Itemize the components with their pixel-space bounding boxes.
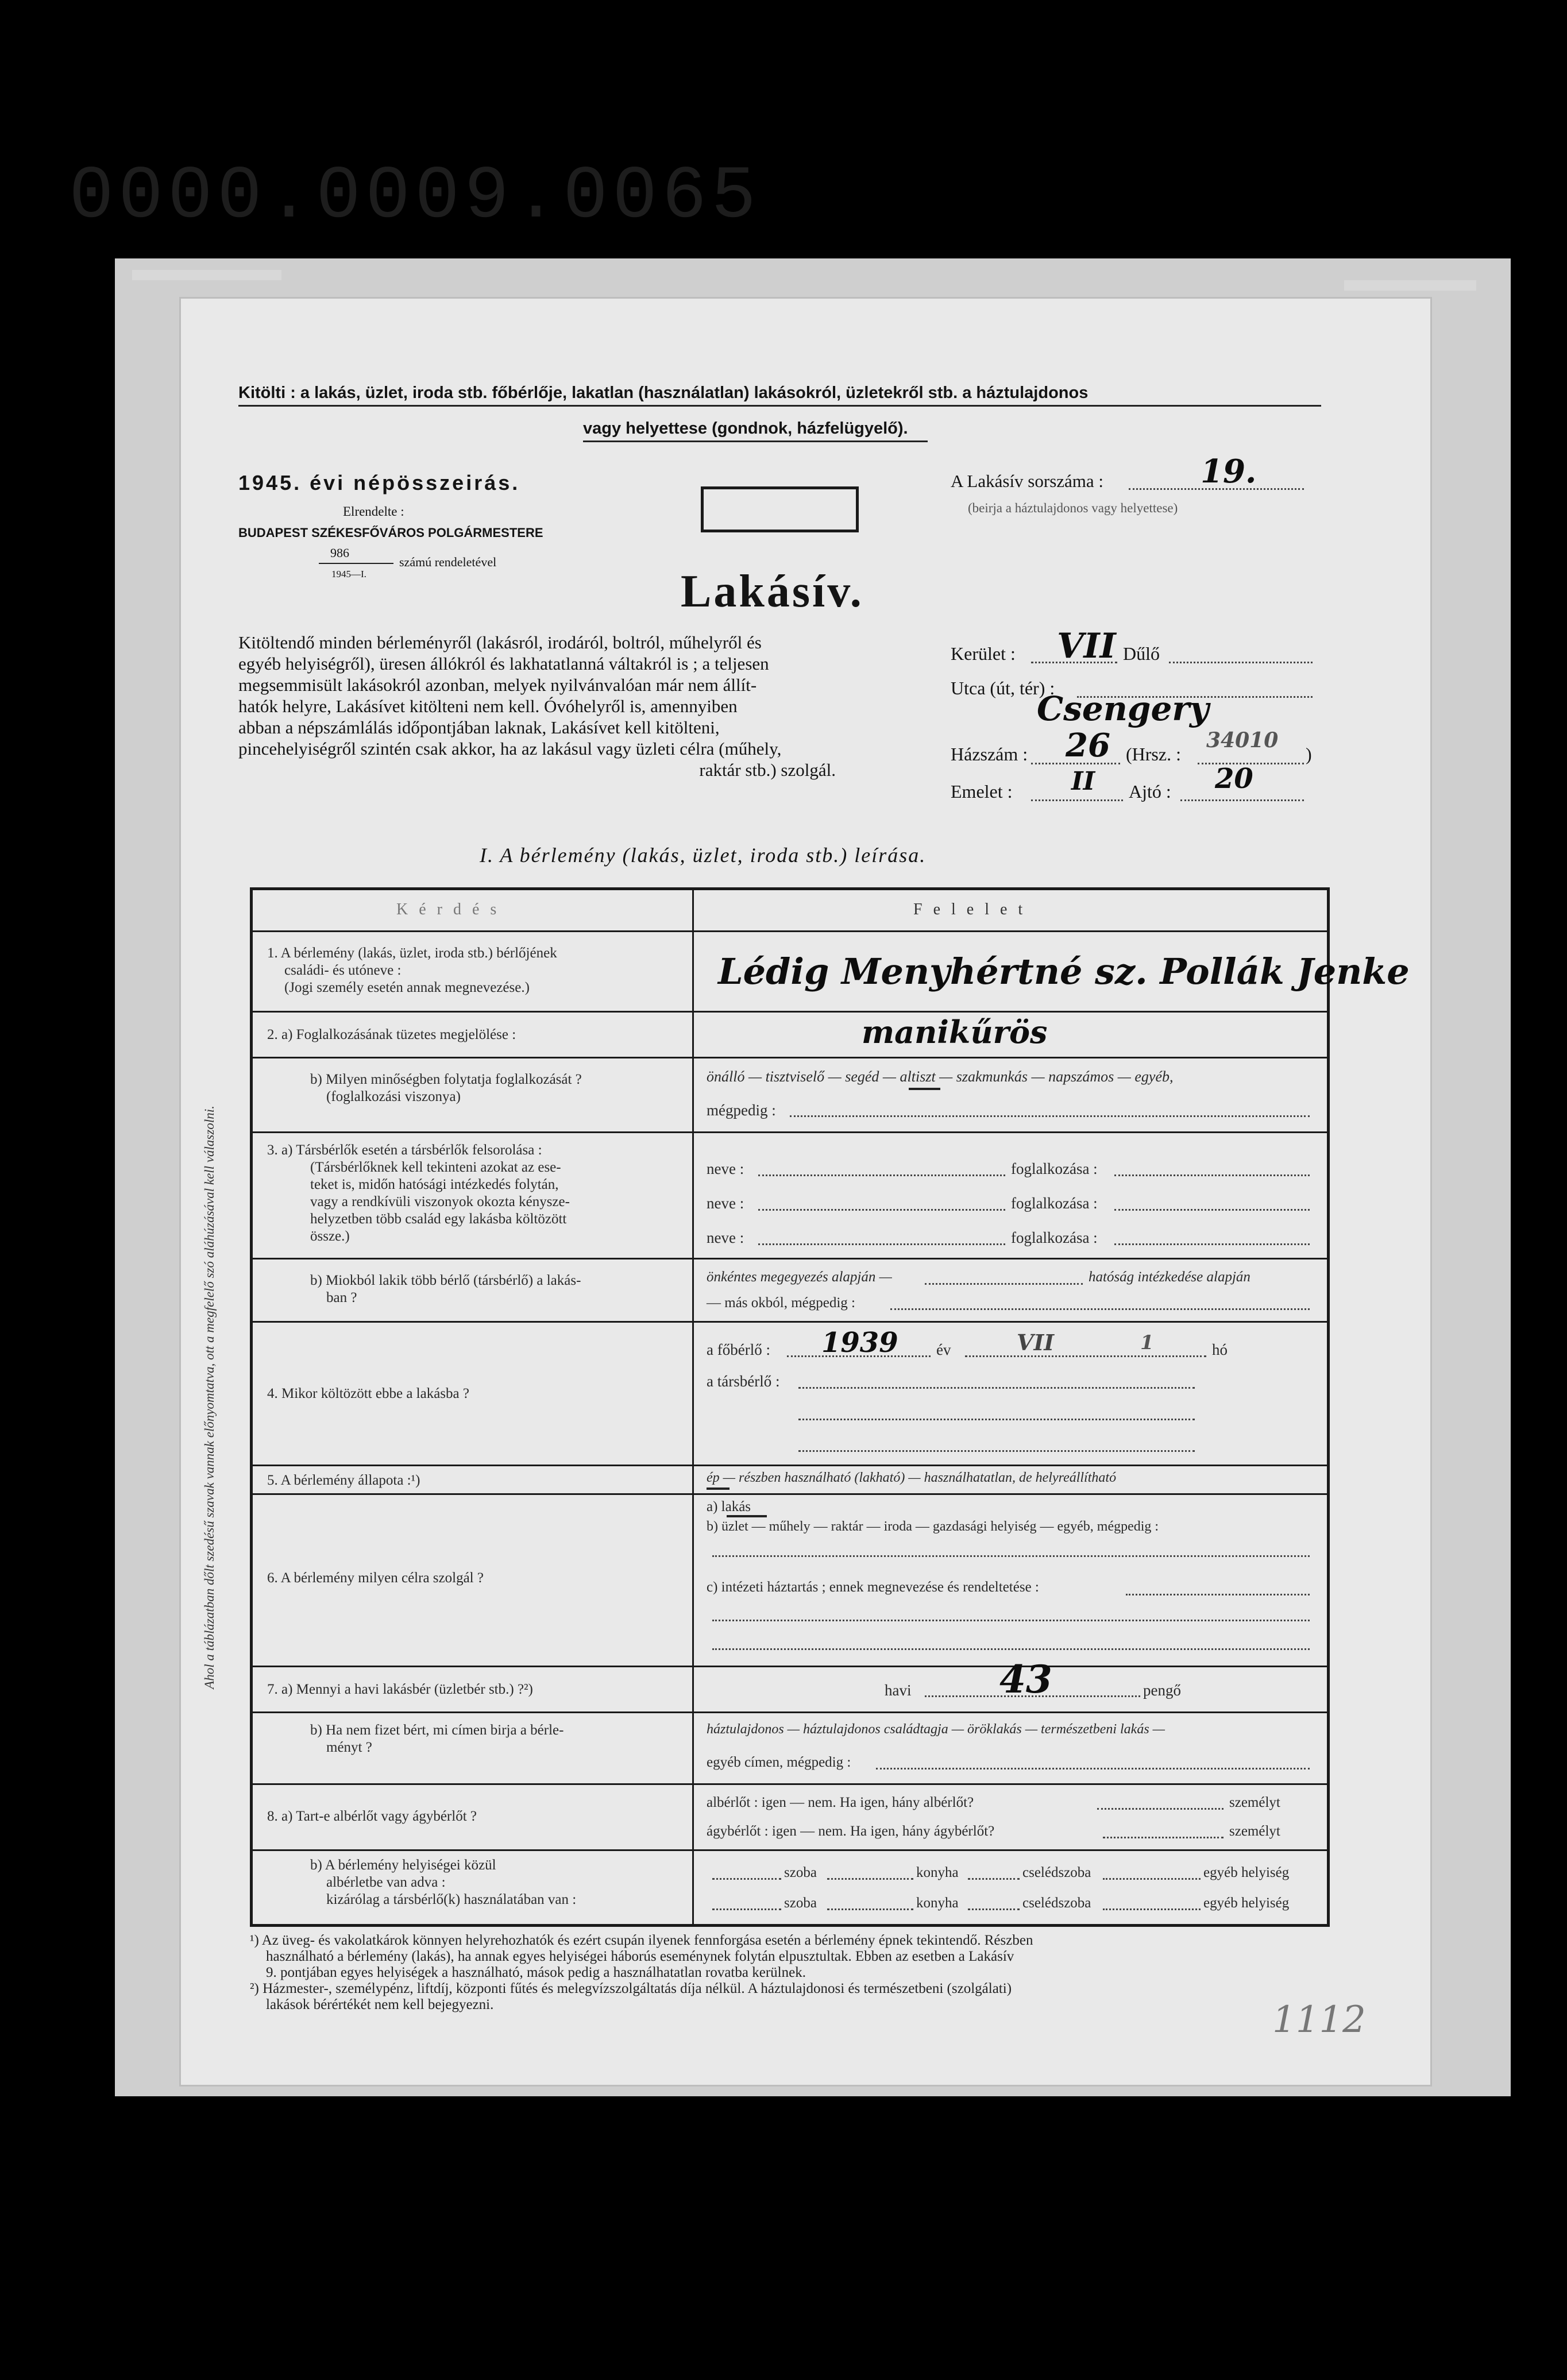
a1-name: Lédig Menyhértné sz. Pollák Jenke: [718, 951, 1410, 992]
a3a-line: [1114, 1209, 1310, 1211]
q3a-line: össze.): [310, 1228, 350, 1244]
a4-tars-line: [798, 1450, 1195, 1452]
a6b-line: [712, 1555, 1310, 1557]
description-table: [250, 887, 1410, 1927]
q1-line: (Jogi személy esetén annak megnevezése.): [284, 980, 530, 995]
a4-ev: év: [936, 1341, 951, 1358]
row-line: [253, 1011, 1327, 1013]
q8b-line: kizárólag a társbérlő(k) használatában van :: [326, 1892, 577, 1907]
form-page: [181, 299, 1430, 2085]
a3b-authority: hatóság intézkedése alapján: [1089, 1269, 1250, 1285]
row-line: [253, 1666, 1327, 1667]
q3a-line: teket is, midőn hatósági intézkedés folytán,: [310, 1177, 559, 1192]
a3a-line: [758, 1243, 1005, 1245]
stamp-box: [701, 486, 859, 532]
footnotes: [250, 1933, 1336, 2013]
instruction-line: Kitöltendő minden bérleményről (lakásról, irodáról, boltról, műhelyről és: [238, 632, 762, 652]
a6b-business: b) üzlet — műhely — raktár — iroda — gazdasági helyiség — egyéb, mégpedig :: [707, 1519, 1159, 1534]
a5-condition: ép — részben használható (lakható) — használhatatlan, de helyreállítható: [707, 1470, 1117, 1485]
a8b-line: [1103, 1878, 1201, 1880]
a6c-line: [712, 1620, 1310, 1621]
row-line: [253, 1849, 1327, 1851]
q7b-line: ményt ?: [326, 1740, 372, 1755]
a8a-line: [1097, 1808, 1224, 1810]
instruction-line: hatók helyre, Lakásívet kitölteni nem kell. Óvóhelyről is, amennyiben: [238, 696, 738, 716]
a8b-konyha: konyha: [916, 1865, 959, 1880]
a8b-egyeb: egyéb helyiség: [1203, 1895, 1290, 1911]
a7a-havi: havi: [885, 1682, 912, 1699]
dulo-label: Dűlő: [1123, 643, 1160, 664]
a7b-other: egyéb címen, mégpedig :: [707, 1755, 851, 1770]
q1-line: családi- és utóneve :: [284, 963, 402, 978]
serial-label: A Lakásív sorszáma :: [951, 471, 1104, 491]
side-note: Ahol a táblázatban dőlt szedésű szavak vannak előnyomtatva, ott a megfelelő szó aláhúzásával kell válaszolni.: [202, 1106, 217, 1689]
serial-value: 19.: [1201, 453, 1257, 490]
q3b-line: b) Miokból lakik több bérlő (társbérlő) a lakás-: [310, 1273, 581, 1288]
q8b: [310, 1857, 576, 1908]
q1-line: 1. A bérlemény (lakás, üzlet, iroda stb.) bérlőjének: [267, 945, 557, 961]
hazszam-value: 26: [1066, 727, 1110, 764]
q7a: 7. a) Mennyi a havi lakásbér (üzletbér stb.) ?²): [267, 1682, 533, 1697]
dulo-line: [1169, 662, 1313, 663]
q8b-line: albérletbe van adva :: [326, 1875, 446, 1890]
a8b-line: [968, 1908, 1020, 1910]
hrsz-label: (Hrsz. :: [1126, 744, 1181, 764]
a8b-line: [712, 1878, 781, 1880]
a3a-neve: neve :: [707, 1195, 744, 1212]
a2a-occupation: manikűrös: [862, 1014, 1048, 1050]
emelet-value: II: [1071, 767, 1095, 796]
q3a-line: (Társbérlőknek kell tekinteni azokat az ese-: [310, 1160, 561, 1175]
col-header-felelet: F e l e l e t: [913, 901, 1026, 918]
a4-month: VII: [1017, 1330, 1055, 1355]
a8b-line: [827, 1878, 913, 1880]
utca-label: Utca (út, tér) :: [951, 678, 1055, 698]
a3a-neve: neve :: [707, 1160, 744, 1177]
q3b: [310, 1272, 581, 1307]
footnote-line: ¹) Az üveg- és vakolatkárok könnyen helyrehozhatók és ezért csupán ilyenek fennforgása esetén a bérlemény épnek tekintendő. Részben: [250, 1933, 1033, 1948]
clip-left: [132, 270, 281, 280]
hrsz-value: 34010: [1206, 728, 1279, 752]
col-header-kerdes: K é r d é s: [396, 901, 500, 918]
a2b-underline-seged: [909, 1088, 940, 1090]
utca-value: Csengery: [1037, 689, 1209, 728]
q3a: [267, 1142, 570, 1245]
instruction-line: pincehelyiségről szintén csak akkor, ha az lakásul vagy üzleti célra (műhely,: [238, 739, 782, 759]
decree-no: 986: [330, 546, 349, 560]
footnote-line: lakások bérértékét nem kell bejegyezni.: [266, 1997, 494, 2012]
a2b-more-line: [790, 1115, 1310, 1117]
q3a-line: 3. a) Társbérlők esetén a társbérlők felsorolása :: [267, 1142, 542, 1158]
a4-fober-label: a főbérlő :: [707, 1341, 770, 1358]
a7a-pengo: pengő: [1143, 1682, 1181, 1699]
section-title: I. A bérlemény (lakás, üzlet, iroda stb.) leírása.: [480, 844, 927, 867]
hrsz-close: ): [1306, 744, 1312, 764]
footnote-line: használható a bérlemény (lakás), ha annak egyes helyiségei háborús eseménynek folytán elpusztultak. Ebben az esetben a Lakásív: [266, 1949, 1014, 1964]
header-line2: vagy helyettese (gondnok, házfelügyelő).: [583, 419, 908, 438]
row-line: [253, 1493, 1327, 1495]
form-title: Lakásív.: [681, 566, 864, 617]
a4-year: 1939: [821, 1327, 898, 1359]
a3a-line: [758, 1174, 1005, 1176]
a4-day: 1: [1140, 1331, 1154, 1354]
q2b-line: (foglalkozási viszonya): [326, 1089, 461, 1104]
a8b-line: [827, 1908, 913, 1910]
a8b-line: [1103, 1908, 1201, 1910]
kerulet-label: Kerület :: [951, 643, 1016, 664]
q3a-line: vagy a rendkívüli viszonyok okozta kénysze-: [310, 1194, 570, 1210]
a5-underline-ep: [707, 1488, 730, 1490]
a7b-line: [876, 1768, 1310, 1769]
a8b-line: [968, 1878, 1020, 1880]
instruction-line: abban a népszámlálás időpontjában laknak, Lakásívet kell kitölteni,: [238, 717, 720, 737]
a2b-more: mégpedig :: [707, 1102, 776, 1119]
q8a: 8. a) Tart-e albérlőt vagy ágybérlőt ?: [267, 1809, 477, 1824]
instruction-line: raktár stb.) szolgál.: [699, 760, 836, 780]
ordered-by: Elrendelte :: [343, 504, 404, 519]
a3a-line: [1114, 1174, 1310, 1176]
a8b-egyeb: egyéb helyiség: [1203, 1865, 1290, 1880]
a3b-other: — más okból, mégpedig :: [707, 1295, 855, 1311]
a6c-institution: c) intézeti háztartás ; ennek megnevezése és rendeltetése :: [707, 1579, 1039, 1595]
a4-tars-line: [798, 1387, 1195, 1389]
decree-line: [319, 563, 393, 564]
row-line: [253, 1057, 1327, 1058]
a3b-other-line: [890, 1308, 1310, 1310]
emelet-label: Emelet :: [951, 781, 1013, 802]
a8b-szoba: szoba: [784, 1895, 817, 1911]
q3b-line: ban ?: [326, 1290, 357, 1305]
row-line: [253, 1131, 1327, 1133]
emelet-line: [1031, 799, 1123, 801]
decree-year: 1945—I.: [331, 569, 366, 579]
q2b-line: b) Milyen minőségben folytatja foglalkozását ?: [310, 1072, 582, 1087]
a3a-line: [758, 1209, 1005, 1211]
header-line1: Kitölti : a lakás, üzlet, iroda stb. főbérlője, lakatlan (használatlan) lakásokról, üzletekről stb. a háztulajdonos: [238, 384, 1089, 402]
col-divider: [692, 890, 694, 1924]
a8a-agyberlo-szemely: személyt: [1229, 1823, 1280, 1839]
a3a-neve: neve :: [707, 1229, 744, 1246]
a3b-voluntary: önkéntes megegyezés alapján —: [707, 1269, 892, 1285]
row-line: [253, 1783, 1327, 1785]
instruction-line: megsemmisült lakásokról azonban, melyek nyilvánvalóan már nem állít-: [238, 675, 757, 695]
serial-note: (beirja a háztulajdonos vagy helyettese): [968, 501, 1178, 515]
hazszam-label: Házszám :: [951, 744, 1028, 764]
a8b-konyha: konyha: [916, 1895, 959, 1911]
a6c-line: [1126, 1594, 1310, 1595]
header-underline2: [583, 441, 928, 442]
row-line: [253, 1465, 1327, 1466]
q5: 5. A bérlemény állapota :¹): [267, 1473, 420, 1488]
ajto-label: Ajtó :: [1129, 781, 1171, 802]
a8b-line: [712, 1908, 781, 1910]
decree-text: számú rendeletével: [399, 555, 497, 569]
a3a-foglalkozasa: foglalkozása :: [1011, 1195, 1098, 1212]
a4-tars-line: [798, 1419, 1195, 1420]
clip-right: [1344, 280, 1476, 291]
row-line: [253, 930, 1327, 932]
a8b-szoba: szoba: [784, 1865, 817, 1880]
a6c-line: [712, 1648, 1310, 1650]
a7b-options: háztulajdonos — háztulajdonos családtagja — öröklakás — természetbeni lakás —: [707, 1722, 1165, 1737]
a8a-line: [1103, 1837, 1224, 1838]
q6: 6. A bérlemény milyen célra szolgál ?: [267, 1570, 484, 1586]
a4-tars-label: a társbérlő :: [707, 1373, 780, 1390]
row-line: [253, 1321, 1327, 1323]
a3a-foglalkozasa: foglalkozása :: [1011, 1160, 1098, 1177]
q8b-line: b) A bérlemény helyiségei közül: [310, 1857, 496, 1873]
q3a-line: helyzetben több család egy lakásba költözött: [310, 1211, 567, 1227]
header-underline1: [238, 405, 1321, 407]
a8b-cseledszoba: cselédszoba: [1022, 1895, 1091, 1911]
row-line: [253, 1258, 1327, 1259]
q7b-line: b) Ha nem fizet bért, mi címen birja a bérle-: [310, 1722, 564, 1738]
a8b-cseledszoba: cselédszoba: [1022, 1865, 1091, 1880]
instruction-line: egyéb helyiségről), üresen állókról és lakhatatlanná váltakról is ; a teljesen: [238, 654, 769, 674]
footnote-line: ²) Házmester-, személypénz, liftdíj, központi fűtés és melegvízszolgáltatás díja nélkül. A háztulajdonosi és természetbeni (szolgálati): [250, 1981, 1012, 1996]
archive-number: 1112: [1272, 1999, 1366, 2041]
q2b: [310, 1071, 582, 1106]
q4: 4. Mikor költözött ebbe a lakásba ?: [267, 1386, 469, 1401]
footnote-line: 9. pontjában egyes helyiségek a használható, mások pedig a használhatatlan rovatba kerülnek.: [266, 1965, 806, 1980]
kerulet-value: VII: [1057, 626, 1116, 666]
a8a-alberlo-szemely: személyt: [1229, 1795, 1280, 1810]
q1: [267, 945, 557, 996]
a6a-underline: [727, 1515, 767, 1517]
a7a-rent: 43: [999, 1657, 1052, 1702]
a8a-agyberlo: ágybérlőt : igen — nem. Ha igen, hány ágybérlőt?: [707, 1823, 995, 1839]
a3b-line: [925, 1283, 1083, 1285]
a2b-options: önálló — tisztviselő — segéd — altiszt — szakmunkás — napszámos — egyéb,: [707, 1068, 1174, 1085]
row-line: [253, 1711, 1327, 1713]
a3a-foglalkozasa: foglalkozása :: [1011, 1229, 1098, 1246]
a4-ho: hó: [1212, 1341, 1228, 1358]
ajto-value: 20: [1215, 763, 1253, 795]
q2a: 2. a) Foglalkozásának tüzetes megjelölése :: [267, 1027, 516, 1042]
a4-month-line: [965, 1355, 1206, 1357]
ajto-line: [1180, 799, 1304, 801]
a8a-alberlo: albérlőt : igen — nem. Ha igen, hány albérlőt?: [707, 1795, 974, 1810]
film-id: 0000.0009.0065: [69, 155, 761, 239]
a6a-lakas: a) lakás: [707, 1499, 751, 1514]
authority: BUDAPEST SZÉKESFŐVÁROS POLGÁRMESTERE: [238, 526, 543, 540]
instructions: [238, 632, 979, 781]
census-title: 1945. évi népösszeirás.: [238, 471, 520, 494]
a3a-line: [1114, 1243, 1310, 1245]
q7b: [310, 1722, 563, 1756]
